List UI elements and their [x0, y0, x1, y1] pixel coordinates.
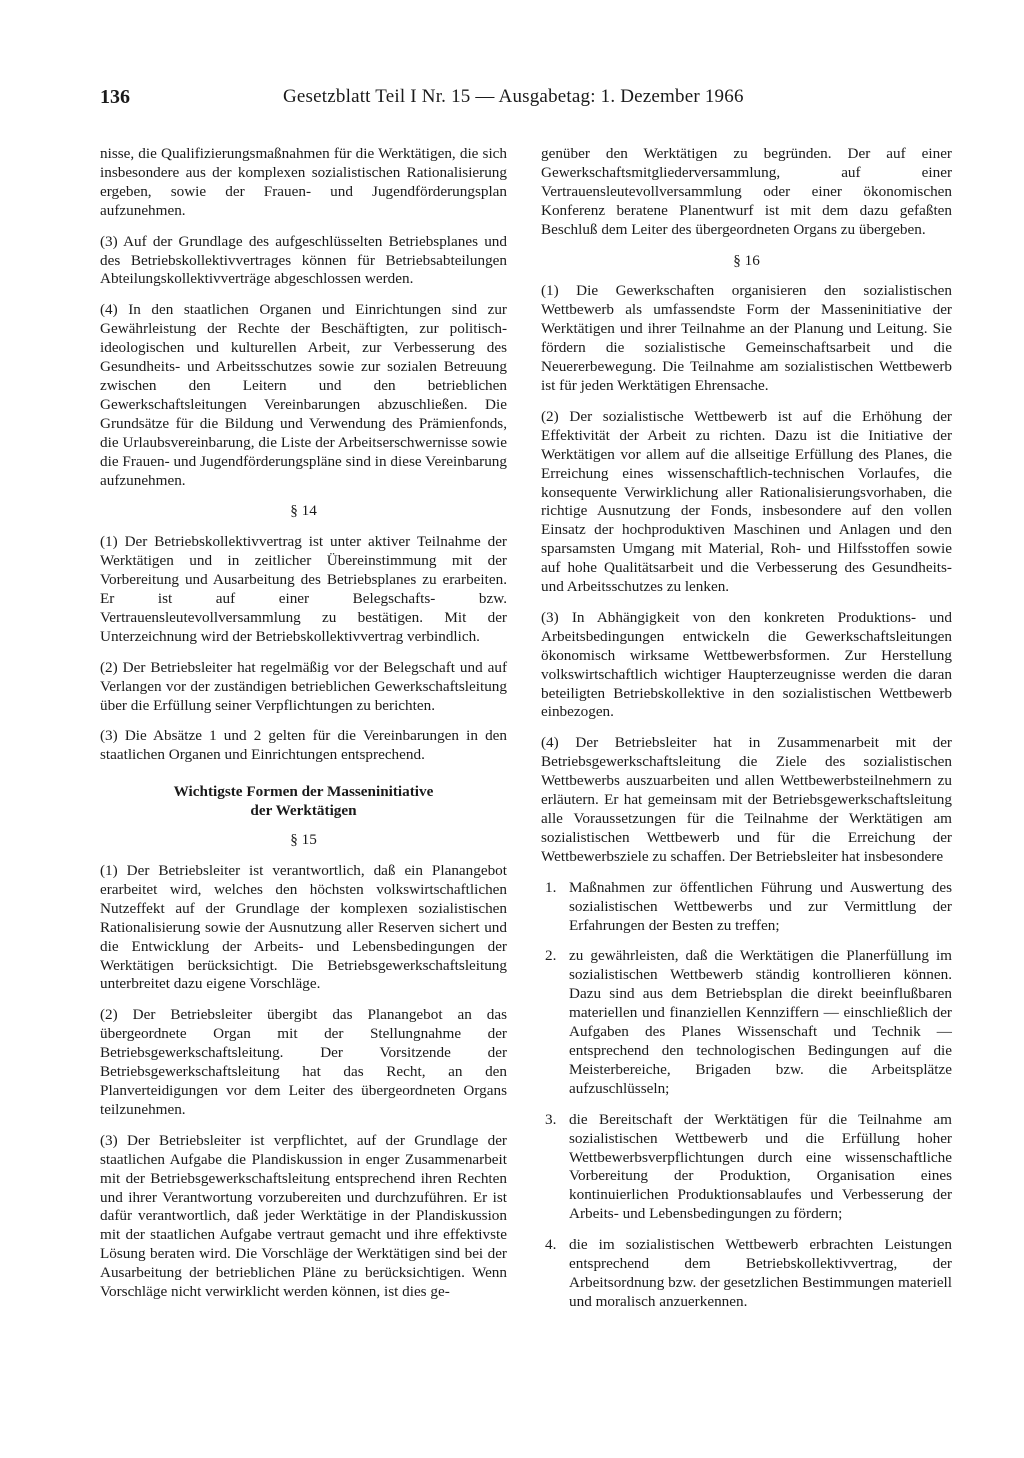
page-number: 136: [100, 86, 130, 108]
paragraph: (3) Auf der Grundlage des aufgeschlüsselten Betriebsplanes und des Betriebskollektivvertrages können für Betriebsabteilungen Abteilungskollektivverträge abgeschlossen werden.: [100, 232, 507, 288]
left-column: [100, 145, 507, 1314]
header-title: Gesetzblatt Teil I Nr. 15 — Ausgabetag: 1. Dezember 1966: [283, 86, 744, 107]
list-item-number: 1.: [545, 878, 557, 896]
paragraph: (2) Der Betriebsleiter hat regelmäßig vor der Belegschaft und auf Verlangen vor der zuständigen betrieblichen Gewerkschaftsleitung über die Erfüllung seiner Verpflichtungen zu berichten.: [100, 658, 507, 714]
list-item: [541, 1111, 952, 1224]
section-14-heading: § 14: [290, 502, 317, 520]
chapter-heading-line-2: der Werktätigen: [250, 802, 357, 820]
paragraph: (1) Der Betriebskollektivvertrag ist unter aktiver Teilnahme der Werktätigen und in zeitlicher Übereinstimmung mit der Vorbereitung und Ausarbeitung des Betriebsplanes zu erarbeiten. Er ist auf einer Belegschafts- bzw. Vertrauensleutevollversammlung zu bestätigen. Mit der Unterzeichnung wird der Betriebskollektivvertrag verbindlich.: [100, 533, 507, 645]
paragraph: (2) Der sozialistische Wettbewerb ist auf die Erhöhung der Effektivität der Arbeit zu richten. Dazu ist die Initiative der Werktätigen vor allem auf die allseitige Erfüllung des Planes, die Erreichung eines wissenschaftlich-technischen Vorlaufes, die konsequente Verwirklichung aller Rationalisierungsvorhaben, die richtige Ausnutzung der Fonds, insbesondere auf den vollen Einsatz der hochproduktiven Maschinen und Anlagen und den sparsamsten Umgang mit Material, Roh- und Hilfsstoffen sowie auf hohe Qualitätsarbeit und die Verbesserung des Gesundheits- und Arbeitsschutzes zu lenken.: [541, 407, 952, 596]
section-15-heading: § 15: [290, 831, 317, 849]
paragraph: nisse, die Qualifizierungsmaßnahmen für die Werktätigen, die sich insbesondere aus der komplexen sozialistischen Rationalisierung ergeben, sowie der Frauen- und Jugendförderungsplan aufzunehmen.: [100, 145, 507, 219]
list-item-text: die Bereitschaft der Werktätigen für die Teilnahme am sozialistischen Wettbewerb und die Erfüllung hoher Wettbewerbsverpflichtungen durch eine wissenschaftliche Vorbereitung der Produktion, Organisation eines kontinuierlichen Produktionsablaufes und Verbesserung der Arbeits- und Lebensbedingungen zu fördern;: [569, 1110, 952, 1223]
right-column: [541, 145, 952, 1324]
paragraph: (1) Der Betriebsleiter ist verantwortlich, daß ein Planangebot erarbeitet wird, welches den höchsten volkswirtschaftlichen Nutzeffekt auf der Grundlage der komplexen sozialistischen Rationalisierung sowie der Ausnutzung aller Reserven sichert und die Entwicklung der Arbeits- und Lebensbedingungen der Werktätigen berücksichtigt. Die Betriebsgewerkschaftsleitung unterbreitet dazu eigene Vorschläge.: [100, 862, 507, 993]
paragraph: (4) In den staatlichen Organen und Einrichtungen sind zur Gewährleistung der Rechte der Beschäftigten, zur politisch-ideologischen und kulturellen Arbeit, zur Verbesserung des Gesundheits- und Arbeitsschutzes sowie zur sozialen Betreuung zwischen den Leitern und den betrieblichen Gewerkschaftsleitungen Vereinbarungen abzuschließen. Die Grundsätze für die Bildung und Verwendung des Prämienfonds, die Urlaubsvereinbarung, die Liste der Arbeitserschwernisse sowie die Frauen- und Jugendförderungspläne sind in diese Vereinbarung aufzunehmen.: [100, 301, 507, 489]
list-item-text: Maßnahmen zur öffentlichen Führung und Auswertung des sozialistischen Wettbewerbs und zur Vermittlung der Erfahrungen der Besten zu treffen;: [569, 878, 952, 934]
paragraph: (3) In Abhängigkeit von den konkreten Produktions- und Arbeitsbedingungen entwickeln die Gewerkschaftsleitungen ökonomisch wirksame Wettbewerbsformen. Zur Herstellung volkswirtschaftlich wichtiger Haupterzeugnisse werden die daran beteiligten Betriebskollektive in den sozialistischen Wettbewerb einbezogen.: [541, 608, 952, 721]
list-item: [541, 947, 952, 1098]
list-item-number: 3.: [545, 1110, 557, 1128]
chapter-heading-line-1: Wichtigste Formen der Masseninitiative: [173, 783, 434, 801]
list-item-text: die im sozialistischen Wettbewerb erbrachten Leistungen entsprechend dem Betriebskollektivvertrag, der Arbeitsordnung bzw. der gesetzlichen Bestimmungen materiell und moralisch anzuerkennen.: [569, 1236, 952, 1310]
duties-list: [541, 879, 952, 1312]
list-item-number: 2.: [545, 947, 557, 965]
list-item-text: zu gewährleisten, daß die Werktätigen die Planerfüllung im sozialistischen Wettbewerb ständig kontrollieren können. Dazu sind aus dem Betriebsplan die direkt beeinflußbaren materiellen und finanziellen Kennziffern — einschließlich der Aufgaben des Planes Wissenschaft und Technik — entsprechend den technologischen Bedingungen auf die Meisterbereiche, Brigaden bzw. die Arbeitsplätze aufzuschlüsseln;: [569, 947, 952, 1097]
paragraph: (4) Der Betriebsleiter hat in Zusammenarbeit mit der Betriebsgewerkschaftsleitung die Ziele des sozialistischen Wettbewerbs auszuarbeiten und allen Wettbewerbsteilnehmern zu erläutern. Er hat gemeinsam mit der Betriebsgewerkschaftsleitung alle Voraussetzungen für die Teilnahme der Werktätigen am sozialistischen Wettbewerb und für die Erreichung der Wettbewerbsziele zu schaffen. Der Betriebsleiter hat insbesondere: [541, 734, 952, 865]
list-item-number: 4.: [545, 1236, 557, 1254]
section-16-heading: § 16: [733, 251, 760, 269]
paragraph: (1) Die Gewerkschaften organisieren den sozialistischen Wettbewerb als umfassendste Form der Masseninitiative der Werktätigen und ihrer Teilnahme an der Planung und Leitung. Sie fördern die sozialistische Gemeinschaftsarbeit und die Neuererbewegung. Die Teilnahme am sozialistischen Wettbewerb ist für jeden Werktätigen Ehrensache.: [541, 282, 952, 394]
paragraph: genüber den Werktätigen zu begründen. Der auf einer Gewerkschaftsmitgliederversammlung, auf einer Vertrauensleutevollversammlung oder einer ökonomischen Konferenz beratene Planentwurf ist mit dem dazu gefaßten Beschluß dem Leiter des übergeordneten Organs zu übergeben.: [541, 145, 952, 238]
paragraph: (2) Der Betriebsleiter übergibt das Planangebot an das übergeordnete Organ mit der Stellungnahme der Betriebsgewerkschaftsleitung. Der Vorsitzende der Betriebsgewerkschaftsleitung hat das Recht, an den Planverteidigungen vor dem Leiter des übergeordneten Organs teilzunehmen.: [100, 1006, 507, 1118]
list-item: [541, 1236, 952, 1312]
paragraph: (3) Der Betriebsleiter ist verpflichtet, auf der Grundlage der staatlichen Aufgabe die Plandiskussion in enger Zusammenarbeit mit der Betriebsgewerkschaftsleitung entsprechend ihren Rechten und ihrer Verantwortung vorzubereiten und durchzuführen. Er ist dafür verantwortlich, daß jeder Werktätige in der Plandiskussion mit der staatlichen Aufgabe vertraut gemacht und ihre effektivste Lösung beraten wird. Die Vorschläge der Werktätigen sind bei der Ausarbeitung der betrieblichen Pläne zu berücksichtigen. Wenn Vorschläge nicht verwirklicht werden können, ist dies ge-: [100, 1131, 507, 1301]
chapter-heading: [100, 783, 507, 821]
paragraph: (3) Die Absätze 1 und 2 gelten für die Vereinbarungen in den staatlichen Organen und Einrichtungen entsprechend.: [100, 727, 507, 764]
list-item: [541, 879, 952, 936]
